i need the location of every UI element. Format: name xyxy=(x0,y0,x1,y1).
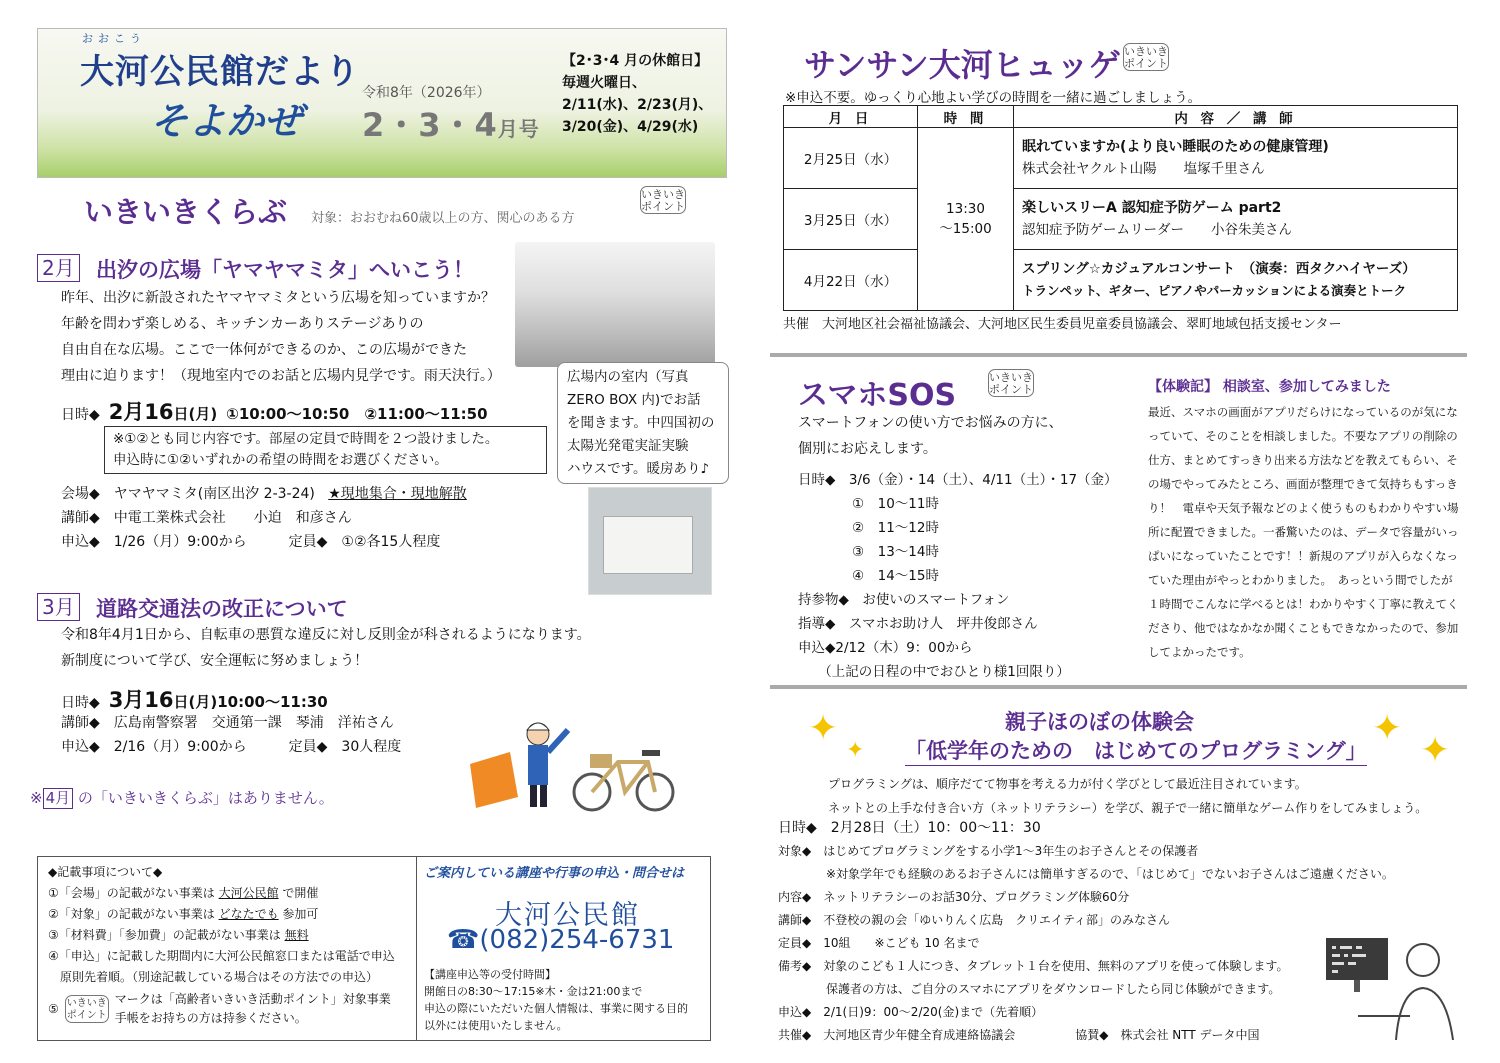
title-furigana: おおこう xyxy=(82,32,146,45)
closed-days xyxy=(562,50,712,138)
sumaho-details: 日時◆ 3/6（金）・14（土）、4/11（土）・17（金） ① 10～11時 ② 11～12時 ③ 13～14時 ④ 14～15時 持参物◆ お使いのスマートフォン 指導◆ スマホお助け人 坪井俊郎さん 申込◆2/12（木）9：00から （上記の日程の中でおひとり様1回限り） xyxy=(798,472,1118,680)
ikiiki-club-target: 対象：おおむね60歳以上の方、関心のある方 xyxy=(311,211,575,226)
table-row xyxy=(784,250,1458,311)
sansan-title: サンサン大河ヒュッゲ xyxy=(804,46,1121,84)
oyako-event-subtitle: 「低学年のための はじめてのプログラミング」 xyxy=(905,735,1367,766)
closed-days-line: 3/20(金)、4/29(水) xyxy=(562,119,699,135)
table-cell-time: 13:30 ～15:00 xyxy=(918,128,1014,311)
issue-year: 令和8年（2026年） xyxy=(362,85,491,101)
contact-heading: ご案内している講座や行事の申込・問合せは xyxy=(424,866,685,881)
sparkle-icon: ✦ xyxy=(808,708,839,749)
mar-event-description: 令和8年4月1日から、自転車の悪質な違反に対し反則金が科されるようになります。 新制度について学び、安全運転に努めましょう！ xyxy=(61,627,591,669)
feb-event-date: 日時◆ 2月16日(月) ①10:00～10:50 ②11:00～11:50 xyxy=(61,400,488,424)
newsletter-subtitle: そよかぜ xyxy=(150,99,303,143)
ikiiki-point-mark-icon: いきいき ポイント xyxy=(65,995,109,1023)
table-cell-content: スプリング☆カジュアルコンサート （演奏：西タクハイヤーズ） トランペット、ギター、ピアノやパーカッションによる演奏とトーク xyxy=(1014,250,1458,311)
experience-report-title: 【体験記】 相談室、参加してみました xyxy=(1148,379,1391,395)
table-cell-date: 4月22日（水） xyxy=(784,250,918,311)
column-header: 時 間 xyxy=(918,106,1014,128)
apr-no-club-note: ※ 4月 の「いきいきくらぶ」はありません。 xyxy=(30,789,334,807)
mar-month-tag: 3月 xyxy=(37,593,80,621)
table-row xyxy=(784,189,1458,250)
ikiiki-point-badge: いきいき ポイント xyxy=(641,188,685,213)
notation-notes: ◆記載事項について◆ ①「会場」の記載がない事業は 大河公民館 で開催 ②「対象」の記載がない事業は どなたでも 参加可 ③「材料費」「参加費」の記載がない事業は 無料 ④「申込」に記載した期間内に大河公民館窓口または電話で申込 原則先着順。（別途記載している場合はその方法での申込） ⑤ いきいき ポイント マークは「高齢者いきいき活動ポイント」対象事業 手帳をお持ちの方は持参ください。 xyxy=(48,862,395,1028)
table-header-row xyxy=(784,106,1458,128)
contact-name: 大河公民館 xyxy=(495,900,640,931)
sansan-schedule-table xyxy=(783,105,1458,311)
sparkle-icon: ✦ xyxy=(1420,730,1451,771)
sumaho-description: スマートフォンの使い方でお悩みの方に、 個別にお応えします。 xyxy=(798,415,1063,457)
sansan-lead: ※申込不要。ゆっくり心地よい学びの時間を一緒に過ごしましょう。 xyxy=(785,90,1202,106)
notes-title: ◆記載事項について◆ xyxy=(48,865,163,879)
zero-box-callout: 広場内の室内（写真 ZERO BOX 内)でお話 を聞きます。中四国初の 太陽光発電実証実験 ハウスです。暖房あり♪ xyxy=(557,362,729,484)
feb-event-note: ※①②とも同じ内容です。部屋の定員で時間を２つ設けました。 申込時に①②いずれかの希望の時間をお選びください。 xyxy=(104,426,547,474)
sparkle-icon: ✦ xyxy=(1372,708,1403,749)
zero-box-photo xyxy=(588,487,712,595)
ikiiki-point-badge: いきいき ポイント xyxy=(1124,45,1168,70)
mar-event-info: 講師◆ 広島南警察署 交通第一課 琴浦 洋祐さん 申込◆ 2/16（月）9:00から 定員◆ 30人程度 xyxy=(61,715,402,755)
closed-days-line: 毎週火曜日、 xyxy=(562,75,646,91)
experience-report-body: 最近、スマホの画面がアプリだらけになっているのが気になっていて、そのことを相談しました。不要なアプリの削除の仕方、まとめてすっきり出来る方法などを教えてもらい、その場でやってみたところ、画面が整理できて気持ちもすっきり！ 電卓や天気予報などのよく使うものもわかりやすい場所に配置できました。一番驚いたのは、データで容量がいっぱいになっていたことです！！新規のアプリが入らなくなっていた理由がやっとわかりました。 あっという間でしたが１時間でこんなに学べるとは！わかりやすく丁寧に教えてくださり、他ではなかなか聞くこともできなかったので、参加してよかったです。 xyxy=(1148,405,1459,659)
table-cell-content: 楽しいスリーA 認知症予防ゲーム part2 認知症予防ゲームリーダー 小谷朱美さん xyxy=(1014,189,1458,250)
issue-number: 2・3・4月号 xyxy=(362,106,540,144)
section-divider xyxy=(770,353,1467,357)
contact-hours: 【講座申込等の受付時間】 開館日の8:30～17:15※木・金は21:00まで 申込の際にいただいた個人情報は、事業に関する目的 以外には使用いたしません。 xyxy=(424,968,688,1032)
table-cell-content: 眠れていますか(より良い睡眠のための健康管理) 株式会社ヤクルト山陽 塩塚千里さん xyxy=(1014,128,1458,189)
oyako-event-title: 親子ほのぼの体験会 xyxy=(1005,710,1194,734)
ikiiki-club-title: いきいきくらぶ xyxy=(84,195,288,229)
table-cell-date: 3月25日（水） xyxy=(784,189,918,250)
closed-days-title: 【2･3･4 月の休館日】 xyxy=(562,53,709,69)
feb-month-tag: 2月 xyxy=(37,254,80,282)
traffic-officer-bicycle-illustration xyxy=(470,712,710,812)
sansan-cohost: 共催 大河地区社会福祉協議会、大河地区民生委員児童委員協議会、翠町地域包括支援センター xyxy=(783,317,1342,332)
newsletter-title: 大河公民館だより xyxy=(80,52,360,92)
table-cell-date: 2月25日（水） xyxy=(784,128,918,189)
section-divider xyxy=(770,685,1467,689)
oyako-lead: プログラミングは、順序だてて物事を考える力が付く学びとして最近注目されています。 ネットとの上手な付き合い方（ネットリテラシー）を学び、親子で一緒に簡単なゲーム作りをしてみましょう。 xyxy=(828,777,1428,815)
sumaho-sos-title: スマホSOS xyxy=(798,378,957,413)
closed-days-line: 2/11(水)、2/23(月)、 xyxy=(562,97,713,113)
table-row xyxy=(784,128,1458,189)
mar-event-date: 日時◆ 3月16日(月)10:00～11:30 xyxy=(61,688,328,712)
column-header: 内 容 ／ 講 師 xyxy=(1014,106,1458,128)
feb-event-description: 昨年、出汐に新設されたヤマヤマミタという広場を知っていますか？ 年齢を問わず楽しめる、キッチンカーありステージありの 自由自在な広場。ここで一体何ができるのか、この広場ができた 理由に迫ります！（現地室内でのお話と広場内見学です。雨天決行。） xyxy=(61,290,501,384)
person-at-monitor-illustration xyxy=(1318,930,1463,1040)
info-box-divider xyxy=(416,856,417,1041)
contact-phone[interactable]: ☎(082)254-6731 xyxy=(447,925,675,955)
ikiiki-point-badge: いきいき ポイント xyxy=(989,371,1033,396)
plaza-photo xyxy=(515,242,715,367)
sparkle-icon: ✦ xyxy=(846,738,865,763)
feb-event-info: 会場◆ ヤマヤマミタ(南区出汐 2-3-24) ★現地集合・現地解散 講師◆ 中電工業株式会社 小迫 和彦さん 申込◆ 1/26（月）9:00から 定員◆ ①②各15人程度 xyxy=(61,486,467,550)
feb-event-title: 出汐の広場「ヤマヤマミタ」へいこう！ xyxy=(96,258,474,282)
mar-event-title: 道路交通法の改正について xyxy=(96,597,348,621)
column-header: 月 日 xyxy=(784,106,918,128)
oyako-details: 日時◆ 2月28日（土）10：00～11：30 対象◆ はじめてプログラミングをする小学1～3年生のお子さんとその保護者 ※対象学年でも経験のあるお子さんには簡単すぎるので、「はじめて」でないお子さんはご遠慮ください。 内容◆ ネットリテラシーのお話30分、プログラミング体験60分 講師◆ 不登校の親の会「ゆいりんく広島 クリエイティ部」のみなさん 定員◆ 10組 ※こども 10 名まで 備考◆ 対象のこども１人につき、タブレット１台を使用、無料のアプリを使って体験します。 保護者の方は、ご自分のスマホにアプリをダウンロードしたら同じ体験ができます。 申込◆ 2/1(日)9：00～2/20(金)まで（先着順） 共催◆ 大河地区青少年健全育成連絡協議会 協賛◆ 株式会社 NTT データ中国 xyxy=(778,820,1394,1042)
